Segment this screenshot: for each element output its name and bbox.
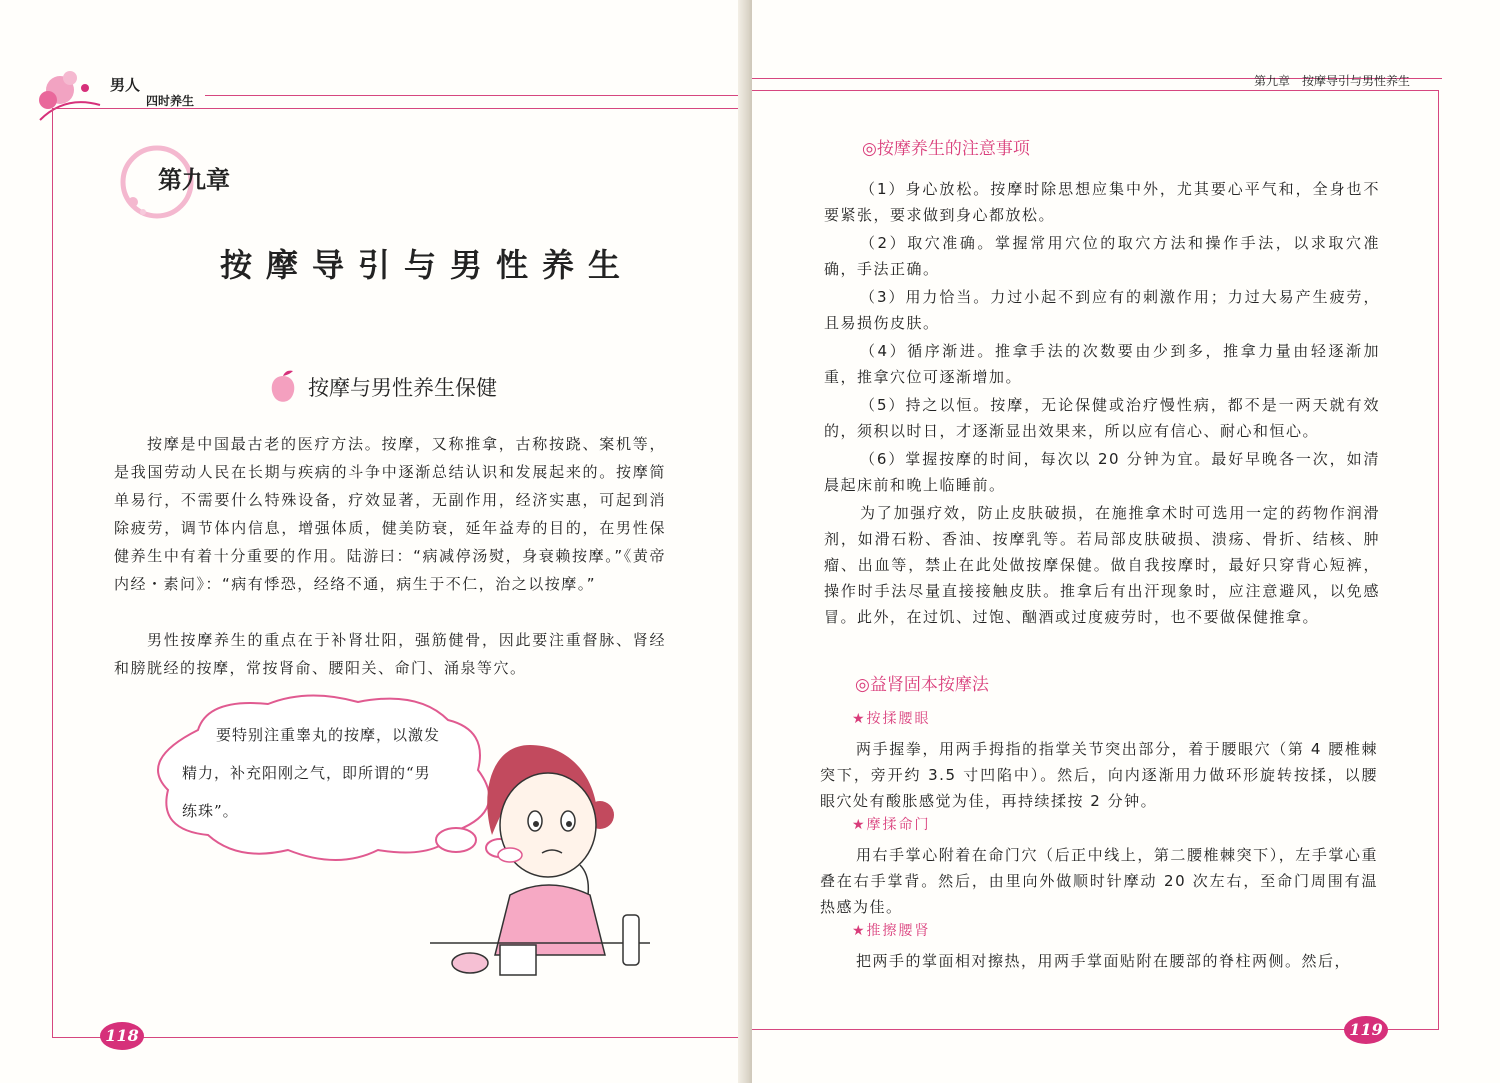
running-title-chapter: 第九章 按摩导引与男性养生 bbox=[1254, 74, 1411, 88]
method-text: 用右手掌心附着在命门穴（后正中线上，第二腰椎棘突下），左手掌心重叠在右手掌背。然后，由里向外做顺时针摩动 20 次左右，至命门周围有温热感为佳。 bbox=[820, 846, 1378, 916]
note-paragraph: （2）取穴准确。掌握常用穴位的取穴方法和操作手法，以求取穴准确，手法正确。 bbox=[824, 234, 1380, 278]
section-title: 按摩与男性养生保健 bbox=[308, 376, 497, 400]
page-number-right: 119 bbox=[1344, 1016, 1388, 1044]
running-title-series: 四时养生 bbox=[146, 94, 195, 108]
peach-icon bbox=[267, 368, 299, 404]
method-title: ★摩揉命门 bbox=[852, 817, 931, 833]
page-number-left: 118 bbox=[100, 1022, 144, 1050]
note-paragraph: （3）用力恰当。力过小起不到应有的刺激作用；力过大易产生疲劳，且易损伤皮肤。 bbox=[824, 288, 1380, 332]
note-paragraph: （6）掌握按摩的时间，每次以 20 分钟为宜。最好早晚各一次，如清晨起床前和晚上临睡前。 bbox=[824, 450, 1380, 494]
note-paragraph: （1）身心放松。按摩时除思想应集中外，尤其要心平气和，全身也不要紧张，要求做到身心都放松。 bbox=[824, 180, 1380, 224]
subsection-title-precautions: ◎按摩养生的注意事项 bbox=[862, 139, 1030, 159]
header-rule bbox=[205, 95, 748, 96]
woman-illustration bbox=[430, 725, 670, 990]
method-text: 两手握拳，用两手拇指的指掌关节突出部分，着于腰眼穴（第 4 腰椎棘突下，旁开约 3.5 寸凹陷中）。然后，向内逐渐用力做环形旋转按揉，以腰眼穴处有酸胀感觉为佳，再持续揉按 2 分钟。 bbox=[820, 740, 1378, 810]
intro-paragraph: 按摩是中国最古老的医疗方法。按摩，又称推拿，古称按跷、案机等，是我国劳动人民在长期与疾病的斗争中逐渐总结认识和发展起来的。按摩简单易行，不需要什么特殊设备，疗效显著，无副作用，经济实惠，可起到消除疲劳，调节体内信息，增强体质，健美防衰，延年益寿的目的，在男性保健养生中有着十分重要的作用。陆游曰：“病减停汤熨，身衰赖按摩。”《黄帝内经・素问》：“病有悸恐，经络不通，病生于不仁，治之以按摩。” bbox=[114, 435, 666, 593]
subsection-title-kidney: ◎益肾固本按摩法 bbox=[855, 675, 989, 695]
note-paragraph: （4）循序渐进。推拿手法的次数要由少到多，推拿力量由轻逐渐加重，推拿穴位可逐渐增加。 bbox=[824, 342, 1380, 386]
focus-paragraph: 男性按摩养生的重点在于补肾壮阳，强筋健骨，因此要注重督脉、肾经和膀胱经的按摩，常按肾俞、腰阳关、命门、涌泉等穴。 bbox=[114, 631, 666, 677]
right-page bbox=[752, 0, 1500, 1083]
running-title-book: 男人 bbox=[110, 76, 141, 94]
chapter-title: 按摩导引与男性养生 bbox=[220, 246, 635, 284]
method-title: ★推擦腰肾 bbox=[852, 923, 931, 939]
bubble-text bbox=[182, 716, 472, 830]
method-title: ★按揉腰眼 bbox=[852, 711, 931, 727]
bubble-line: 练珠”。 bbox=[182, 802, 239, 820]
method-text: 把两手的掌面相对擦热，用两手掌面贴附在腰部的脊柱两侧。然后， bbox=[856, 952, 1352, 970]
bubble-line: 精力，补充阳刚之气，即所谓的“男 bbox=[182, 764, 431, 782]
bubble-line: 要特别注重睾丸的按摩，以激发 bbox=[216, 726, 441, 744]
left-page bbox=[0, 0, 748, 1083]
lubricant-paragraph: 为了加强疗效，防止皮肤破损，在施推拿术时可选用一定的药物作润滑剂，如滑石粉、香油、按摩乳等。若局部皮肤破损、溃疡、骨折、结核、肿瘤、出血等，禁止在此处做按摩保健。做自我按摩时，最好只穿背心短裤，操作时手法尽量直接接触皮肤。推拿后有出汗现象时，应注意避风，以免感冒。此外，在过饥、过饱、酗酒或过度疲劳时，也不要做保健推拿。 bbox=[824, 504, 1380, 626]
note-paragraph: （5）持之以恒。按摩，无论保健或治疗慢性病，都不是一两天就有效的，须积以时日，才逐渐显出效果来，所以应有信心、耐心和恒心。 bbox=[824, 396, 1380, 440]
chapter-label: 第九章 bbox=[158, 165, 230, 194]
